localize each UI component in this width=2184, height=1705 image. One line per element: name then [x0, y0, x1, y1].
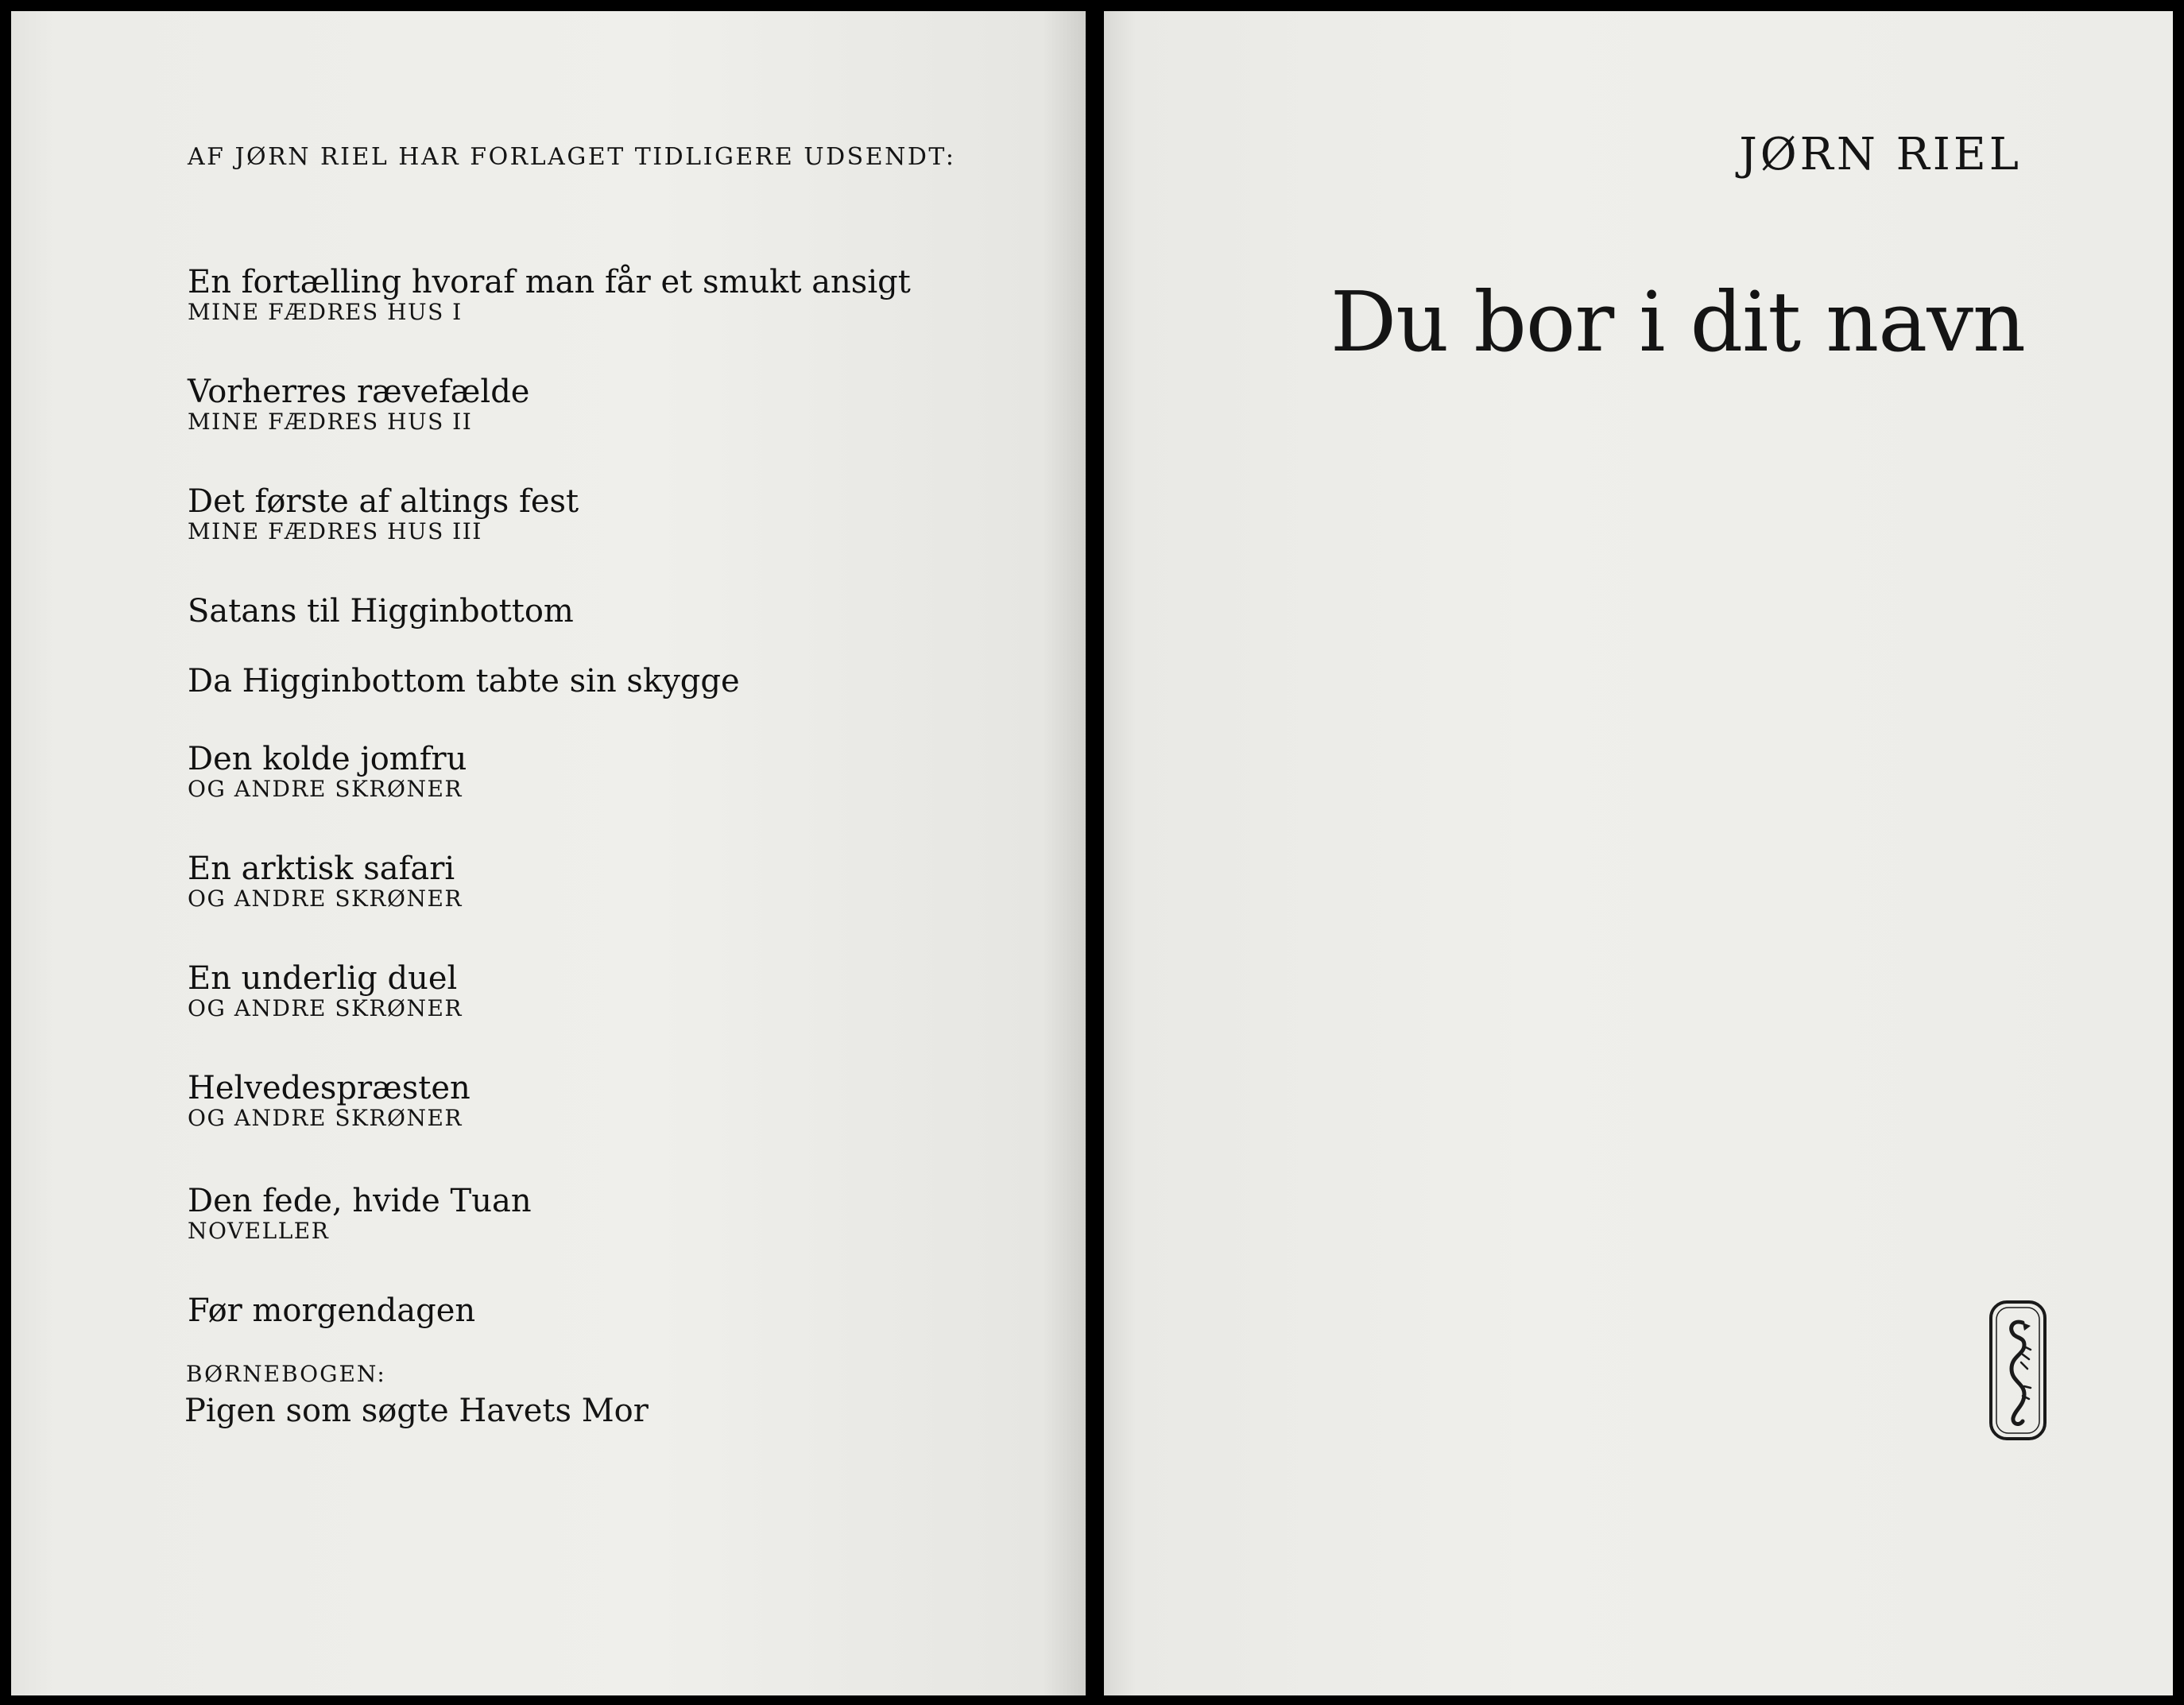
list-item [188, 1070, 470, 1130]
book-title: En underlig duel [188, 960, 458, 997]
book-title: Før morgendagen [188, 1292, 476, 1329]
list-heading: AF JØRN RIEL HAR FORLAGET TIDLIGERE UDSENDT: [188, 143, 956, 171]
children-book-label: BØRNEBOGEN: [186, 1361, 386, 1387]
right-page [1104, 11, 2173, 1695]
book-main-title: Du bor i dit navn [1330, 273, 2025, 370]
book-series: MINE FÆDRES HUS I [188, 299, 463, 325]
book-title: Satans til Higginbottom [188, 593, 574, 630]
book-series: MINE FÆDRES HUS III [188, 518, 482, 544]
list-item [188, 483, 579, 544]
list-item [188, 741, 467, 801]
list-item [188, 593, 574, 630]
book-series: OG ANDRE SKRØNER [188, 885, 463, 912]
left-page [11, 11, 1086, 1695]
book-series: OG ANDRE SKRØNER [188, 776, 463, 802]
book-title: Den kolde jomfru [188, 741, 467, 777]
book-series: OG ANDRE SKRØNER [188, 1105, 463, 1131]
book-series: MINE FÆDRES HUS II [188, 409, 473, 435]
book-title: En arktisk safari [188, 851, 455, 887]
book-title: Vorherres rævefælde [188, 374, 530, 410]
book-title: Det første af altings fest [188, 483, 579, 520]
children-book-title: Pigen som søgte Havets Mor [184, 1393, 649, 1429]
book-title: En fortælling hvoraf man får et smukt ansigt [188, 264, 911, 300]
book-title: Da Higginbottom tabte sin skygge [188, 663, 740, 699]
list-item [188, 851, 463, 911]
book-series: OG ANDRE SKRØNER [188, 995, 463, 1021]
author-name: JØRN RIEL [1739, 129, 2022, 180]
list-item [188, 1183, 532, 1243]
list-item [188, 960, 463, 1021]
book-title: Den fede, hvide Tuan [188, 1183, 532, 1219]
list-item [188, 663, 740, 699]
book-title: Helvedespræsten [188, 1070, 470, 1106]
book-series: NOVELLER [188, 1218, 330, 1244]
list-item [188, 1292, 475, 1329]
list-item [188, 374, 529, 434]
seahorse-logo-icon [1988, 1299, 2048, 1442]
list-item [188, 264, 911, 324]
